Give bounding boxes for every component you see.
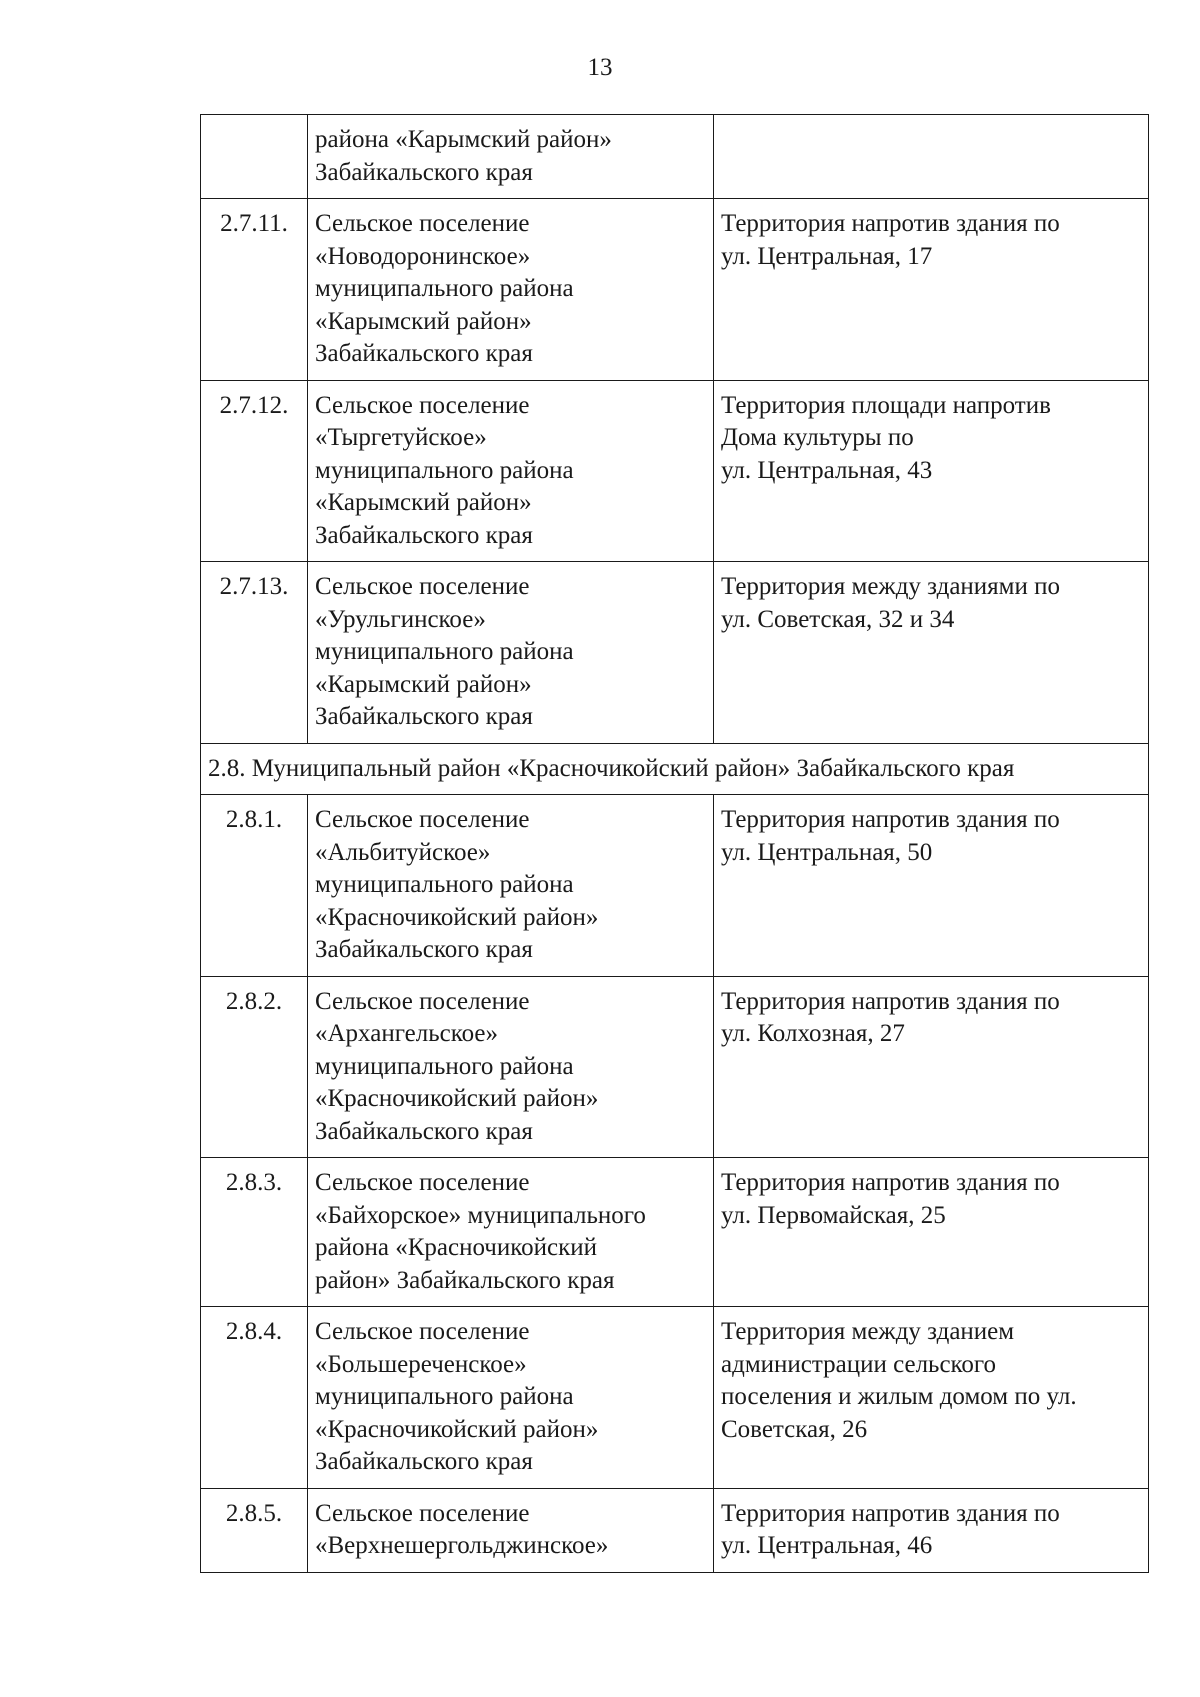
table-row <box>201 976 1149 1158</box>
row-number-cell <box>201 795 308 977</box>
row-number-cell <box>201 976 308 1158</box>
settlement-name-cell <box>308 976 714 1158</box>
location-cell <box>714 115 1149 199</box>
settlement-name-cell <box>308 1158 714 1307</box>
table-row <box>201 562 1149 744</box>
location-description: Территория напротив здания по ул. Колхозная, 27 <box>721 987 1060 1047</box>
location-description: Территория напротив здания по ул. Центральная, 17 <box>721 210 1060 270</box>
section-header-row <box>201 743 1149 795</box>
location-cell <box>714 1307 1149 1489</box>
settlement-name: Сельское поселение «Большереченское» муниципального района «Красночикойский район» Забайкальского края <box>315 1318 599 1475</box>
row-number-cell <box>201 380 308 562</box>
settlement-name: Сельское поселение «Новодоронинское» муниципального района «Карымский район» Забайкальского края <box>315 210 574 367</box>
row-number: 2.7.12. <box>219 391 289 419</box>
settlement-name-cell <box>308 380 714 562</box>
table-row <box>201 199 1149 381</box>
location-cell <box>714 976 1149 1158</box>
table-row <box>201 795 1149 977</box>
location-cell <box>714 795 1149 977</box>
settlement-name: Сельское поселение «Урульгинское» муниципального района «Карымский район» Забайкальского края <box>315 573 574 730</box>
page-number: 13 <box>587 54 613 81</box>
settlement-name: Сельское поселение «Байхорское» муниципального района «Красночикойский район» Забайкальского края <box>315 1169 646 1294</box>
row-number-cell <box>201 1307 308 1489</box>
location-cell <box>714 1158 1149 1307</box>
row-number: 2.8.4. <box>225 1318 283 1345</box>
settlement-name: Сельское поселение «Тыргетуйское» муниципального района «Карымский район» Забайкальского края <box>315 391 574 549</box>
location-description: Территория между зданием администрации сельского поселения и жилым домом по ул. Советская, 26 <box>721 1318 1077 1443</box>
location-description: Территория напротив здания по ул. Первомайская, 25 <box>721 1169 1060 1229</box>
locations-table <box>200 114 1149 1573</box>
settlement-name: Сельское поселение «Альбитуйское» муниципального района «Красночикойский район» Забайкальского края <box>315 806 599 963</box>
location-cell <box>714 562 1149 744</box>
table-row <box>201 1158 1149 1307</box>
location-description: Территория напротив здания по ул. Центральная, 50 <box>721 806 1060 866</box>
location-cell <box>714 380 1149 562</box>
table-row <box>201 380 1149 562</box>
settlement-name-cell <box>308 1488 714 1572</box>
row-number: 2.7.11. <box>220 210 288 237</box>
settlement-name-cell <box>308 1307 714 1489</box>
section-title: 2.8. Муниципальный район «Красночикойский район» Забайкальского края <box>208 754 1015 782</box>
settlement-name-cell <box>308 795 714 977</box>
location-cell <box>714 199 1149 381</box>
location-description: Территория площади напротив Дома культуры по ул. Центральная, 43 <box>721 391 1051 484</box>
location-cell <box>714 1488 1149 1572</box>
settlement-name-cell <box>308 562 714 744</box>
row-number-cell <box>201 562 308 744</box>
row-number: 2.7.13. <box>219 573 289 600</box>
row-number-cell <box>201 1488 308 1572</box>
section-header-cell <box>201 743 1149 795</box>
row-number-cell <box>201 199 308 381</box>
settlement-name: Сельское поселение «Архангельское» муниципального района «Красночикойский район» Забайкальского края <box>315 987 599 1145</box>
row-number-cell <box>201 115 308 199</box>
settlement-name-cell <box>308 115 714 199</box>
table-row <box>201 115 1149 199</box>
location-description: Территория напротив здания по ул. Центральная, 46 <box>721 1499 1060 1559</box>
settlement-name-cell <box>308 199 714 381</box>
table-row <box>201 1488 1149 1572</box>
row-number: 2.8.2. <box>225 987 283 1015</box>
row-number-cell <box>201 1158 308 1307</box>
settlement-name: района «Карымский район» Забайкальского края <box>315 126 612 186</box>
table-row <box>201 1307 1149 1489</box>
row-number: 2.8.3. <box>225 1169 283 1196</box>
row-number: 2.8.5. <box>225 1499 283 1527</box>
settlement-name: Сельское поселение «Верхнешергольджинское» <box>315 1499 609 1559</box>
row-number: 2.8.1. <box>225 806 283 833</box>
location-description: Территория между зданиями по ул. Советская, 32 и 34 <box>721 573 1061 633</box>
